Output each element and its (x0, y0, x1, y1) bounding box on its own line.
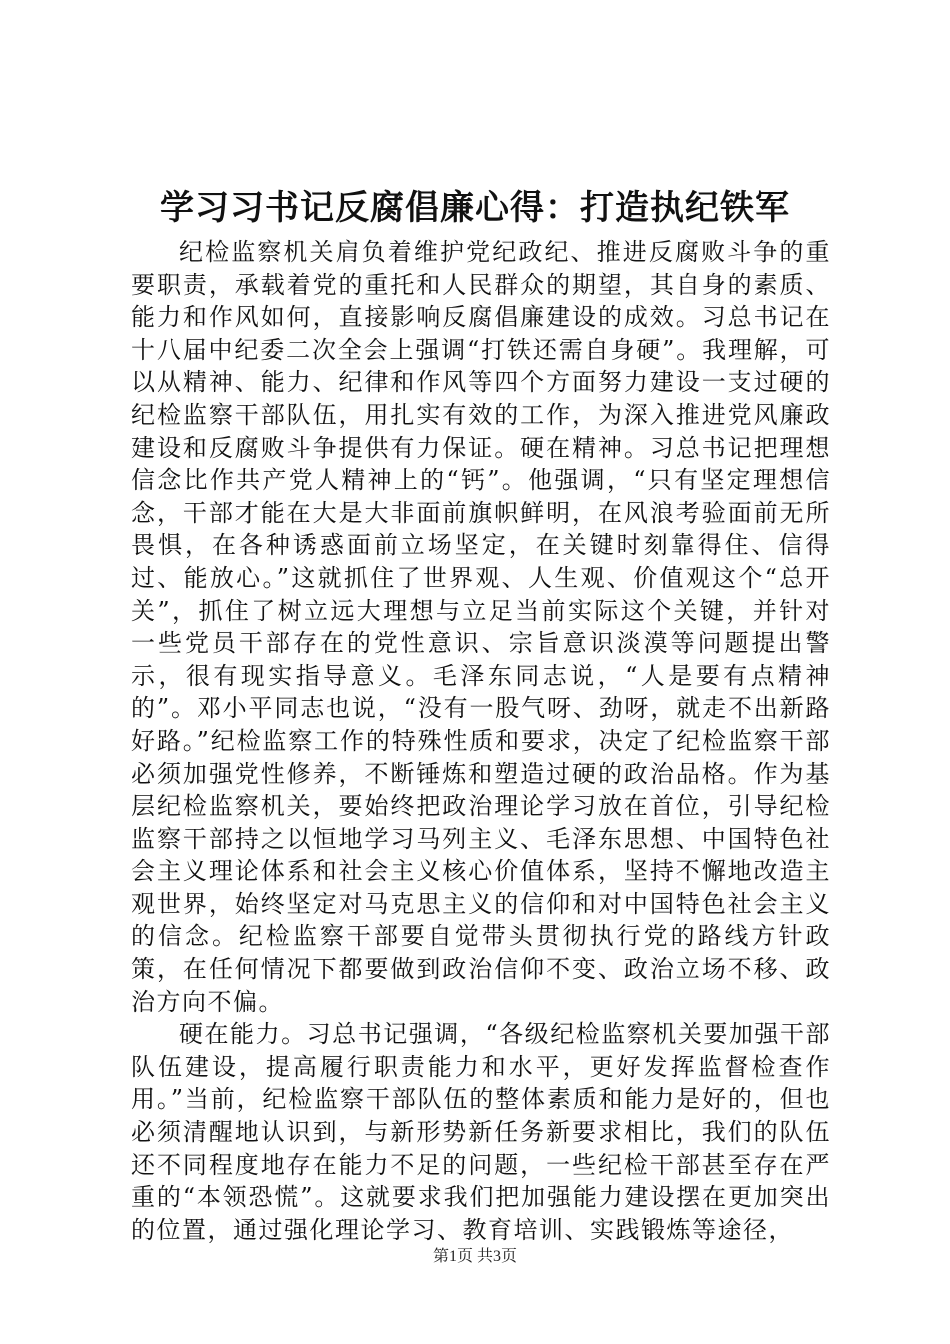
paragraph-2: 硬在能力。习总书记强调，“各级纪检监察机关要加强干部队伍建设，提高履行职责能力和水平，更好发挥监督检查作用。”当前，纪检监察干部队伍的整体素质和能力是好的，但也必须清醒地认识到，与新形势新任务新要求相比，我们的队伍还不同程度地存在能力不足的问题，一些纪检干部甚至存在严重的“本领恐慌”。这就要求我们把加强能力建设摆在更加突出的位置，通过强化理论学习、教育培训、实践锻炼等途径， (131, 1020, 831, 1244)
page-footer: 第1页 共3页 (432, 1248, 517, 1265)
paragraph-1: 纪检监察机关肩负着维护党纪政纪、推进反腐败斗争的重要职责，承载着党的重托和人民群众的期望，其自身的素质、能力和作风如何，直接影响反腐倡廉建设的成效。习总书记在十八届中纪委二次全会上强调“打铁还需自身硬”。我理解，可以从精神、能力、纪律和作风等四个方面努力建设一支过硬的纪检监察干部队伍，用扎实有效的工作，为深入推进党风廉政建设和反腐败斗争提供有力保证。硬在精神。习总书记把理想信念比作共产党人精神上的“钙”。他强调，“只有坚定理想信念，干部才能在大是大非面前旗帜鲜明，在风浪考验面前无所畏惧，在各种诱惑面前立场坚定，在关键时刻靠得住、信得过、能放心。”这就抓住了世界观、人生观、价值观这个“总开关”，抓住了树立远大理想与立足当前实际这个关键，并针对一些党员干部存在的党性意识、宗旨意识淡漠等问题提出警示，很有现实指导意义。毛泽东同志说，“人是要有点精神的”。邓小平同志也说，“没有一股气呀、劲呀，就走不出新路好路。”纪检监察工作的特殊性质和要求，决定了纪检监察干部必须加强党性修养，不断锤炼和塑造过硬的政治品格。作为基层纪检监察机关，要始终把政治理论学习放在首位，引导纪检监察干部持之以恒地学习马列主义、毛泽东思想、中国特色社会主义理论体系和社会主义核心价值体系，坚持不懈地改造主观世界，始终坚定对马克思主义的信仰和对中国特色社会主义的信念。纪检监察干部要自觉带头贯彻执行党的路线方针政策，在任何情况下都要做到政治信仰不变、政治立场不移、政治方向不偏。 (131, 238, 831, 1016)
document-body (131, 236, 831, 1246)
document-title: 学习习书记反腐倡廉心得：打造执纪铁军 (160, 188, 790, 228)
